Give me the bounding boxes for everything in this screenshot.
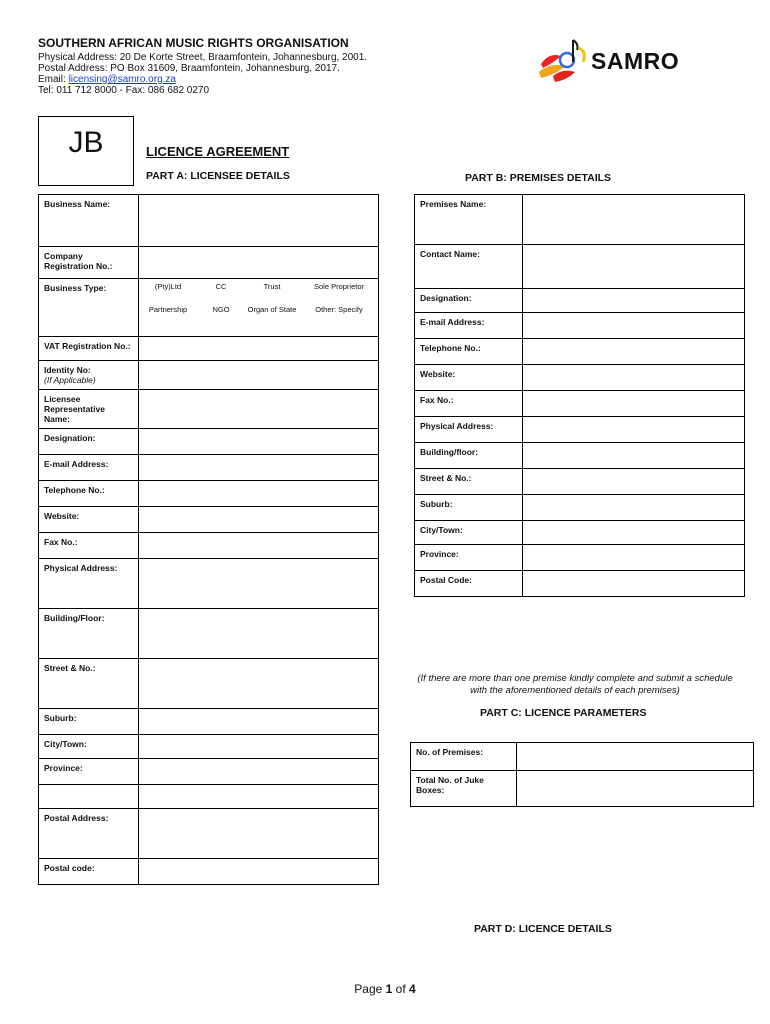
- telephone-b-field[interactable]: [523, 339, 745, 365]
- identity-field[interactable]: [139, 361, 379, 390]
- physical-b-field[interactable]: [523, 417, 745, 443]
- part-d-heading: PART D: LICENCE DETAILS: [474, 923, 612, 935]
- label-city-b: City/Town:: [415, 521, 523, 545]
- city-b-field[interactable]: [523, 521, 745, 545]
- label-postal-code-b: Postal Code:: [415, 571, 523, 597]
- label-email-a: E-mail Address:: [39, 455, 139, 481]
- part-a-heading: PART A: LICENSEE DETAILS: [146, 170, 290, 182]
- email-b-field[interactable]: [523, 313, 745, 339]
- email-link[interactable]: licensing@samro.org.za: [68, 74, 176, 85]
- label-fax-a: Fax No.:: [39, 533, 139, 559]
- samro-logo: [535, 36, 705, 84]
- premises-name-field[interactable]: [523, 195, 745, 245]
- org-name: SOUTHERN AFRICAN MUSIC RIGHTS ORGANISATION: [38, 36, 349, 50]
- suburb-a-field[interactable]: [139, 709, 379, 735]
- label-suburb-a: Suburb:: [39, 709, 139, 735]
- label-building-b: Building/floor:: [415, 443, 523, 469]
- no-premises-field[interactable]: [517, 743, 754, 771]
- province-a-field[interactable]: [139, 759, 379, 785]
- label-contact-name: Contact Name:: [415, 245, 523, 289]
- label-telephone-b: Telephone No.:: [415, 339, 523, 365]
- website-a-field[interactable]: [139, 507, 379, 533]
- label-street-b: Street & No.:: [415, 469, 523, 495]
- label-website-b: Website:: [415, 365, 523, 391]
- label-business-name: Business Name:: [39, 195, 139, 247]
- postal-address: Postal Address: PO Box 31609, Braamfontein, Johannesburg, 2017.: [38, 63, 340, 74]
- province-extra-field[interactable]: [139, 785, 379, 809]
- postal-code-a-field[interactable]: [139, 859, 379, 885]
- label-juke-boxes: Total No. of Juke Boxes:: [411, 771, 517, 807]
- contact-name-field[interactable]: [523, 245, 745, 289]
- label-building-a: Building/Floor:: [39, 609, 139, 659]
- part-c-heading: PART C: LICENCE PARAMETERS: [480, 707, 647, 719]
- type-other[interactable]: Other: Specify: [315, 305, 363, 314]
- premises-note: (If there are more than one premise kindly complete and submit a schedule with the aforementioned details of each premises): [417, 673, 733, 696]
- label-premises-name: Premises Name:: [415, 195, 523, 245]
- label-city-a: City/Town:: [39, 735, 139, 759]
- type-pty[interactable]: (Pty)Ltd: [154, 282, 182, 291]
- building-a-field[interactable]: [139, 609, 379, 659]
- province-extra-label: [39, 785, 139, 809]
- label-postal-address-a: Postal Address:: [39, 809, 139, 859]
- province-b-field[interactable]: [523, 545, 745, 571]
- page-footer: [0, 982, 770, 996]
- identity-cell: [39, 361, 139, 390]
- label-province-b: Province:: [415, 545, 523, 571]
- website-b-field[interactable]: [523, 365, 745, 391]
- label-physical-a: Physical Address:: [39, 559, 139, 609]
- part-b-heading: PART B: PREMISES DETAILS: [465, 172, 612, 184]
- fax-b-field[interactable]: [523, 391, 745, 417]
- label-vat: VAT Registration No.:: [39, 337, 139, 361]
- business-name-field[interactable]: [139, 195, 379, 247]
- physical-a-field[interactable]: [139, 559, 379, 609]
- type-ngo[interactable]: NGO: [212, 305, 230, 314]
- type-sole[interactable]: Sole Proprietor: [313, 282, 365, 291]
- label-company-reg: Company Registration No.:: [39, 247, 139, 279]
- code-box: JB: [38, 116, 134, 186]
- email-a-field[interactable]: [139, 455, 379, 481]
- label-website-a: Website:: [39, 507, 139, 533]
- label-physical-b: Physical Address:: [415, 417, 523, 443]
- city-a-field[interactable]: [139, 735, 379, 759]
- page-of: of: [392, 982, 410, 996]
- suburb-b-field[interactable]: [523, 495, 745, 521]
- company-reg-field[interactable]: [139, 247, 379, 279]
- label-postal-code-a: Postal code:: [39, 859, 139, 885]
- physical-address: Physical Address: 20 De Korte Street, Braamfontein, Johannesburg, 2001.: [38, 52, 368, 63]
- label-telephone-a: Telephone No.:: [39, 481, 139, 507]
- label-designation-b: Designation:: [415, 289, 523, 313]
- type-cc[interactable]: CC: [215, 282, 227, 291]
- juke-boxes-field[interactable]: [517, 771, 754, 807]
- label-no-premises: No. of Premises:: [411, 743, 517, 771]
- samro-logo-icon: [535, 36, 595, 84]
- building-b-field[interactable]: [523, 443, 745, 469]
- label-business-type: Business Type:: [39, 279, 139, 337]
- vat-field[interactable]: [139, 337, 379, 361]
- page-number: 1: [385, 982, 393, 996]
- type-partnership[interactable]: Partnership: [148, 305, 188, 314]
- type-organ[interactable]: Organ of State: [247, 305, 297, 314]
- label-identity: Identity No:: [44, 365, 91, 375]
- label-designation-a: Designation:: [39, 429, 139, 455]
- email-label: Email:: [38, 74, 69, 85]
- street-a-field[interactable]: [139, 659, 379, 709]
- page-title: LICENCE AGREEMENT: [146, 144, 290, 159]
- designation-b-field[interactable]: [523, 289, 745, 313]
- postal-code-b-field[interactable]: [523, 571, 745, 597]
- label-rep-name: Licensee Representative Name:: [39, 390, 139, 429]
- label-street-a: Street & No.:: [39, 659, 139, 709]
- label-province-a: Province:: [39, 759, 139, 785]
- tel-fax: Tel: 011 712 8000 - Fax: 086 682 0270: [38, 85, 210, 96]
- postal-address-a-field[interactable]: [139, 809, 379, 859]
- identity-note: (If Applicable): [44, 375, 96, 385]
- telephone-a-field[interactable]: [139, 481, 379, 507]
- designation-a-field[interactable]: [139, 429, 379, 455]
- part-a-table: [38, 194, 379, 885]
- business-type-options: [139, 279, 379, 337]
- part-b-table: [414, 194, 745, 597]
- street-b-field[interactable]: [523, 469, 745, 495]
- label-email-b: E-mail Address:: [415, 313, 523, 339]
- part-c-table: [410, 742, 754, 807]
- rep-name-field[interactable]: [139, 390, 379, 429]
- fax-a-field[interactable]: [139, 533, 379, 559]
- page-total: 4: [409, 982, 416, 996]
- label-fax-b: Fax No.:: [415, 391, 523, 417]
- type-trust[interactable]: Trust: [263, 282, 281, 291]
- logo-text: SAMRO: [591, 48, 680, 74]
- page-prefix: Page: [354, 982, 386, 996]
- label-suburb-b: Suburb:: [415, 495, 523, 521]
